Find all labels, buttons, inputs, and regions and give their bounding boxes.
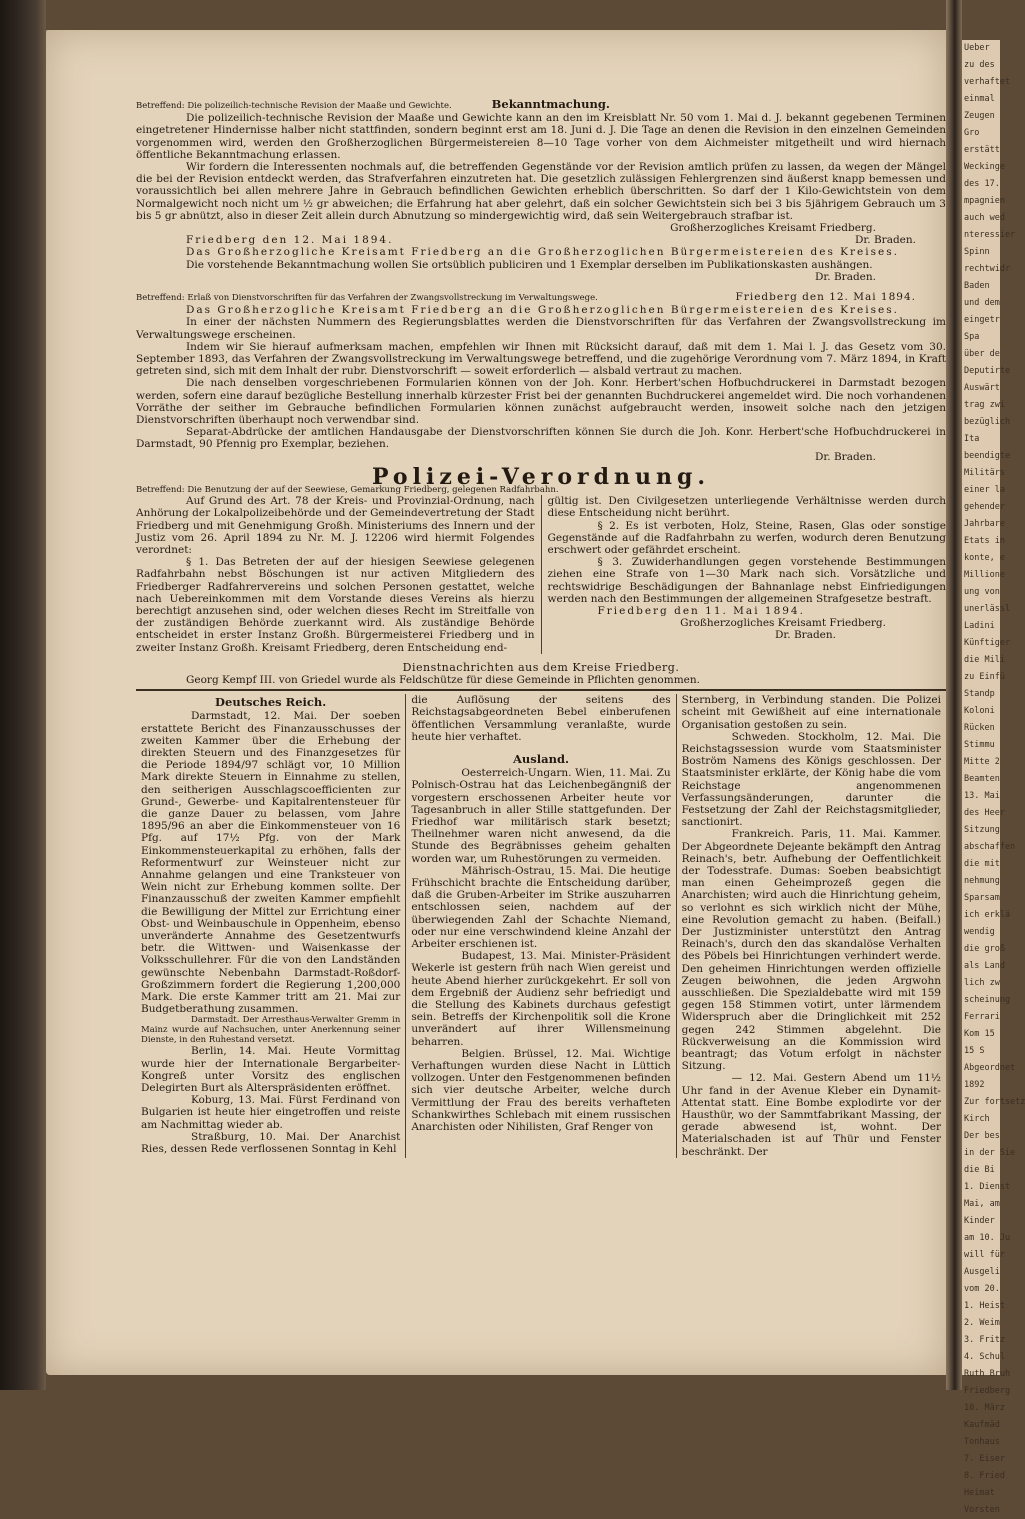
adjacent-page-text-fragment: über de <box>964 349 1000 359</box>
paragraph: Die polizeilich-technische Revision der Maaße und Gewichte kann an den im Kreisblatt Nr. 50 vom 1. Mai d. J. bekannt gegebenen Terminen eingetretener Hindernisse halber nicht stattfinden, sondern beginnt erst am 18. Juni d. J. Die Tage an denen die Revision in den einzelnen Gemeinden vorgenommen wird, werden den Großherzoglichen Bürgermeistereien 8—10 Tage vorher von dem Aichmeister mitgetheilt und wird hiernach öffentliche Bekanntmachung erlassen. <box>136 112 946 161</box>
adjacent-page-text-fragment: Ruth Bruh <box>964 1369 1011 1379</box>
adjacent-page-text-fragment: 7. Eiser <box>964 1454 1005 1464</box>
adjacent-page-text-fragment: will für <box>964 1250 1005 1260</box>
adjacent-page-text-fragment: Künftiger <box>964 638 1011 648</box>
adjacent-page-text-fragment: Der bes <box>964 1131 1000 1141</box>
news-item: Berlin, 14. Mai. Heute Vormittag wurde hier der Internationale Bergarbeiter-Kongreß unter Vorsitz des englischen Delegirten Burt als Alterspräsidenten eröffnet. <box>141 1045 401 1095</box>
paragraph: § 2. Es ist verboten, Holz, Steine, Rasen, Glas oder sonstige Gegenstände auf die Radfahrbahn zu werfen, wodurch deren Benutzung erschwert oder gefährdet erscheint. <box>547 519 946 556</box>
adjacent-page-text-fragment: Kaufmäd <box>964 1420 1000 1430</box>
dienst-text: Georg Kempf III. von Griedel wurde als Feldschütze für diese Gemeinde in Pflichten genommen. <box>186 673 700 686</box>
adjacent-page-text-fragment: 8. Fried <box>964 1471 1005 1481</box>
dienst-title: Dienstnachrichten aus dem Kreise Friedberg. <box>402 660 680 674</box>
adjacent-page-text-fragment: 15 S <box>964 1046 985 1056</box>
adjacent-page-text-fragment: am 10. Ju <box>964 1233 1011 1243</box>
adjacent-page-text-fragment: Kinder <box>964 1216 995 1226</box>
book-spine-left <box>0 0 46 1390</box>
adjacent-page-text-fragment: in der Sie <box>964 1148 1016 1158</box>
news-item: Koburg, 13. Mai. Fürst Ferdinand von Bulgarien ist heute hier eingetroffen und reiste am Nachmittag wieder ab. <box>141 1094 401 1131</box>
adjacent-page-text-fragment: nteressier <box>964 230 1016 240</box>
signature-office: Großherzogliches Kreisamt Friedberg. <box>670 222 876 235</box>
news-columns <box>136 694 946 1158</box>
adjacent-page-text-fragment: Ita <box>964 434 980 444</box>
polizei-title: Polizei-Verordnung. <box>371 463 711 490</box>
signature-name: Dr. Braden. <box>855 234 916 247</box>
polizei-right-column <box>542 495 947 654</box>
adjacent-page-text-fragment: 10. März <box>964 1403 1005 1413</box>
adjacent-page-text-fragment: ung von <box>964 587 1000 597</box>
news-item: Darmstadt, 12. Mai. Der soeben erstattete Bericht des Finanzausschusses der zweiten Kammer über die Erhebung der direkten Steuern und des Finanzgesetzes für die Periode 1894/97 schlägt vor, 10 Million Mark direkte Steuern in Einnahme zu stellen, den seitherigen Ausschlagscoefficienten zur Grund-, Gewerbe- und Kapitalrentensteuer für die ganze Dauer zu belassen, vom Jahre 1895/96 an aber die Einkommensteuer von 16 Pfg. auf 17½ Pfg. von der Mark Einkommensteuerkapital zu erhöhen, falls der Reformentwurf zur Weinsteuer nicht zur Annahme gelangen und eine Tranksteuer von Wein nicht zur Erhebung kommen sollte. Der Finanzausschuß der zweiten Kammer empfiehlt die Bewilligung der Mittel zur Errichtung einer Obst- und Weinbauschule in Oppenheim, ebenso unveränderte Annahme des Gesetzentwurfs betr. die Wittwen- und Waisenkasse der Volksschullehrer. Für die von den Landständen gewünschte Nebenbahn Darmstadt-Roßdorf-Großzimmern fordert die Regierung 1,200,000 Mark. Die erste Kammer tritt am 21. Mai zur Budgetberathung zusammen. <box>141 710 401 1016</box>
paragraph: Wir fordern die Interessenten nochmals auf, die betreffenden Gegenstände vor der Revision amtlich prüfen zu lassen, da wegen der Mängel die bei der Revision entdeckt werden, das Strafverfahren einzutreten hat. Die gesetzlich zulässigen Fehlergrenzen sind äußerst knapp bemessen und voraussichtlich bei allen mehrere Jahre in Gebrauch befindlichen Gewichten erheblich überschritten. So darf der 1 Kilo-Gewichtstein von dem Normalgewicht noch nicht um ½ gr abweichen; die Erfahrung hat aber gelehrt, daß ein solcher Gewichtstein sich bei 3 bis 5jährigem Gebrauch um 3 bis 5 gr abnützt, also in dieser Zeit allein durch Abnutzung so mindergewichtig wird, daß sein Weitergebrauch strafbar ist. <box>136 161 946 222</box>
adjacent-page-text-fragment: auch wed <box>964 213 1005 223</box>
news-item: die Auflösung der seitens des Reichstagsabgeordneten Bebel einberufenen öffentlichen Versammlung veranlaßte, wurde heute hier verhaftet. <box>411 694 671 743</box>
adjacent-page-text-fragment: die Bi <box>964 1165 995 1175</box>
news-column-1 <box>136 694 405 1158</box>
adjacent-page-text-fragment: Millione <box>964 570 1005 580</box>
adjacent-page-text-fragment: Rücken <box>964 723 995 733</box>
adjacent-page-text-fragment: Sparsam <box>964 893 1000 903</box>
adjacent-page-text-fragment: rechtwidr <box>964 264 1011 274</box>
paragraph: § 1. Das Betreten der auf der hiesigen Seewiese gelegenen Radfahrbahn nebst Böschungen ist nur activen Mitgliedern des Friedberger Radfahrervereins und solchen Personen gestattet, welche nach Uebereinkommen mit dem Vorstande dieses Vereins als hierzu berechtigt anzusehen sind, oder welchen dieses Recht im Streitfalle von der zuständigen Behörde zuerkannt wird. Als zuständige Behörde entscheidet in erster Instanz Großh. Bürgermeisterei Friedberg und in zweiter Instanz Großh. Kreisamt Friedberg, deren Entscheidung end- <box>136 556 535 654</box>
adjacent-page-text-fragment: Zur fortsetz <box>964 1097 1025 1107</box>
paragraph: Die vorstehende Bekanntmachung wollen Sie ortsüblich publiciren und 1 Exemplar derselben im Publikationskasten aushängen. <box>186 258 873 271</box>
polizei-section <box>136 463 946 654</box>
news-item-small: Darmstadt. Der Arresthaus-Verwalter Gremm in Mainz wurde auf Nachsuchen, unter Anerkennung seiner Dienste, in den Ruhestand versetzt. <box>141 1015 401 1046</box>
paragraph: Indem wir Sie hierauf aufmerksam machen, empfehlen wir Ihnen mit Rücksicht darauf, daß mit dem 1. Mai l. J. das Gesetz vom 30. September 1893, das Verfahren der Zwangsvollstreckung im Verwaltungswege betreffend, und die zugehörige Verordnung vom 7. März 1894, in Kraft getreten sind, sich mit dem Inhalt der rubr. Dienstvorschrift — soweit erforderlich — alsbald vertraut zu machen. <box>136 340 946 378</box>
adjacent-page-edge <box>962 40 1025 1515</box>
news-column-3 <box>676 694 946 1158</box>
adjacent-page-text-fragment: Baden <box>964 281 990 291</box>
adjacent-page-text-fragment: Ferrari <box>964 1012 1000 1022</box>
adjacent-page-text-fragment: Etats in <box>964 536 1005 546</box>
paragraph: gültig ist. Den Civilgesetzen unterliegende Verhältnisse werden durch diese Entscheidung nicht berührt. <box>547 495 946 520</box>
adjacent-page-text-fragment: Spa <box>964 332 980 342</box>
adjacent-page-text-fragment: mpagnien <box>964 196 1005 206</box>
adjacent-page-text-fragment: einer la <box>964 485 1005 495</box>
bekanntmachung-title: Bekanntmachung. <box>491 97 610 111</box>
paragraph: Die nach denselben vorgeschriebenen Formularien können von der Joh. Konr. Herbert'schen Hofbuchdruckerei in Darmstadt bezogen werden, sofern eine darauf bezügliche Bestellung innerhalb kürzester Frist bei der genannten Buchdruckerei angemeldet wird. Die noch vorhandenen Vorräthe der seither im Gebrauche befindlichen Formularien können zunächst aufgebraucht werden, insoweit solche nach den jetzigen Dienstvorschriften überhaupt noch verwendbar sind. <box>136 377 946 427</box>
adjacent-page-text-fragment: trag zwi <box>964 400 1005 410</box>
news-item: Budapest, 13. Mai. Minister-Präsident Wekerle ist gestern früh nach Wien gereist und heute Abend hierher zurückgekehrt. Er soll von dem Ergebniß der Audienz sehr befriedigt und die Stellung des Kabinets durchaus gefestigt sein. Betreffs der Kirchenpolitik soll die Krone unverändert auf ihrer Willensmeinung beharren. <box>411 950 671 1048</box>
bekanntmachung-header <box>136 98 946 112</box>
adjacent-page-text-fragment: Standp <box>964 689 995 699</box>
news-item: Straßburg, 10. Mai. Der Anarchist Ries, dessen Rede verflossenen Sonntag in Kehl <box>141 1130 401 1156</box>
adjacent-page-text-fragment: Friedberg <box>964 1386 1011 1396</box>
adjacent-page-text-fragment: Militärs <box>964 468 1005 478</box>
polizei-columns <box>136 495 946 654</box>
signature-name: Dr. Braden. <box>815 270 876 283</box>
date-line: Friedberg den 11. Mai 1894. <box>597 604 805 617</box>
adjacent-page-text-fragment: gehender <box>964 502 1005 512</box>
adjacent-page-text-fragment: Abgeordnet <box>964 1063 1016 1073</box>
adjacent-page-text-fragment: 3. Fritz <box>964 1335 1005 1345</box>
betreff-label: Betreffend: Erlaß von Dienstvorschriften für das Verfahren der Zwangsvollstreckung im Verwaltungswege. <box>136 293 598 304</box>
paragraph: § 3. Zuwiderhandlungen gegen vorstehende Bestimmungen ziehen eine Strafe von 1—30 Mark nach sich. Vorsätzliche und rechtswidrige Beschädigungen der Bahnanlage nebst Einfriedigungen werden nach den Bestimmungen der allgemeinen Strafgesetze bestraft. <box>547 556 946 605</box>
adjacent-page-text-fragment: erstätt <box>964 145 1000 155</box>
adjacent-page-text-fragment: Stimmu <box>964 740 995 750</box>
adjacent-page-text-fragment: 2. Weim <box>964 1318 1000 1328</box>
adjacent-page-text-fragment: Auswärt <box>964 383 1000 393</box>
adjacent-page-text-fragment: ich erklä <box>964 910 1011 920</box>
adjacent-page-text-fragment: beendigte <box>964 451 1011 461</box>
erlass-header <box>136 291 946 304</box>
adjacent-page-text-fragment: und dem <box>964 298 1000 308</box>
news-item: — 12. Mai. Gestern Abend um 11½ Uhr fand in der Avenue Kleber ein Dynamit-Attentat statt. Eine Bombe explodirte vor der Hausthür, wo der Sammtfabrikant Massing, der gerade abwesend ist, wohnt. Der Materialschaden ist auf Thür und Fenster beschränkt. Der <box>681 1072 941 1158</box>
section-heading: Ausland. <box>513 751 569 766</box>
adjacent-page-text-fragment: lich zw <box>964 978 1000 988</box>
adjacent-page-text-fragment: 13. Mai <box>964 791 1000 801</box>
adjacent-page-text-fragment: 1. Dienst <box>964 1182 1011 1192</box>
adjacent-page-text-fragment: die Mili <box>964 655 1005 665</box>
adjacent-page-text-fragment: Heimat <box>964 1488 995 1498</box>
adjacent-page-text-fragment: die groß <box>964 944 1005 954</box>
adjacent-page-text-fragment: unerlässl <box>964 604 1011 614</box>
signature-name: Dr. Braden. <box>775 629 836 642</box>
adjacent-page-text-fragment: wendig <box>964 927 995 937</box>
adjacent-page-text-fragment: Ausgeli <box>964 1267 1000 1277</box>
adjacent-page-text-fragment: 1. Heist <box>964 1301 1005 1311</box>
adjacent-page-text-fragment: einmal <box>964 94 995 104</box>
adjacent-page-text-fragment: scheinung <box>964 995 1011 1005</box>
address-line: Das Großherzogliche Kreisamt Friedberg an die Großherzoglichen Bürgermeistereien des Kreises. <box>186 246 899 259</box>
adjacent-page-text-fragment: Gro <box>964 128 980 138</box>
section-divider <box>136 689 946 691</box>
bekanntmachung-section <box>136 98 946 283</box>
news-item: Belgien. Brüssel, 12. Mai. Wichtige Verhaftungen wurden diese Nacht in Lüttich vollzogen. Unter den Festgenommenen befinden sich vier deutsche Arbeiter, welche durch Vermittlung der Frau des bereits verhafteten Schankwirthes Schlebach mit einem russischen Anarchisten oder Nihilisten, Graf Renger von <box>411 1047 671 1134</box>
news-item: Mährisch-Ostrau, 15. Mai. Die heutige Frühschicht brachte die Entscheidung darüber, daß die Gruben-Arbeiter im Strike auszuharren entschlossen seien, nachdem auf der überwiegenden Zahl der Schachte Niemand, oder nur eine verschwindend kleine Anzahl der Arbeiter erschienen ist. <box>411 864 671 950</box>
address-line: Das Großherzogliche Kreisamt Friedberg an die Großherzoglichen Bürgermeistereien des Kreises. <box>186 304 899 317</box>
adjacent-page-text-fragment: nehmung <box>964 876 1000 886</box>
adjacent-page-text-fragment: Weckinge <box>964 162 1005 172</box>
adjacent-page-text-fragment: des Heer <box>964 808 1005 818</box>
news-item: Oesterreich-Ungarn. Wien, 11. Mai. Zu Polnisch-Ostrau hat das Leichenbegängniß der vorgestern erschossenen Arbeiter heute vor Tagesanbruch in aller Stille stattgefunden. Der Friedhof war militärisch stark besetzt; Theilnehmer waren nicht anwesend, da die Stunde des Begräbnisses geheim gehalten worden war, um Ruhestörungen zu vermeiden. <box>411 767 671 865</box>
betreff-label: Betreffend: Die Benutzung der auf der Seewiese, Gemarkung Friedberg, gelegenen Radfahrbahn. <box>136 485 559 496</box>
adjacent-page-text-fragment: Kom 15 <box>964 1029 995 1039</box>
adjacent-page-text-fragment: Vorsten <box>964 1505 1000 1515</box>
betreff-label: Betreffend: Die polizeilich-technische Revision der Maaße und Gewichte. <box>136 101 452 111</box>
news-column-2 <box>405 694 675 1158</box>
adjacent-page-text-fragment: bezüglich <box>964 417 1011 427</box>
adjacent-page-text-fragment: Beamten <box>964 774 1000 784</box>
paragraph: Auf Grund des Art. 78 der Kreis- und Provinzial-Ordnung, nach Anhörung der Lokalpolizeibehörde und der Gemeindevertretung der Stadt Friedberg und mit Genehmigung Großh. Ministeriums des Innern und der Justiz vom 26. April 1894 zu Nr. M. J. 12206 wird hiermit Folgendes verordnet: <box>136 495 535 556</box>
news-item: Frankreich. Paris, 11. Mai. Kammer. Der Abgeordnete Dejeante bekämpft den Antrag Reinach's, betr. Aufhebung der Oeffentlichkeit der Todesstrafe. Dumas: Soeben beabsichtigt man einen Geheimprozeß gegen die Anarchisten; wird auch die Hinrichtung geheim, so verlohnt es sich wirklich nicht der Mühe, eine Revolution gemacht zu haben. (Beifall.) Der Justizminister unterstützt den Antrag Reinach's, durch den das skandalöse Verhalten des Pöbels bei Hinrichtungen verhindert werde. Den geheimen Hinrichtungen werden offizielle Zeugen beiwohnen, die jeden Argwohn ausschließen. Die Spezialdebatte wird mit 159 gegen 158 Stimmen votirt, unter lärmendem Widerspruch aber die Dringlichkeit mit 252 gegen 242 Stimmen abgelehnt. Die Rückverweisung an die Kommission wird beantragt; das Votum erfolgt in nächster Sitzung. <box>681 828 941 1073</box>
adjacent-page-text-fragment: Tonhaus <box>964 1437 1000 1447</box>
adjacent-page-text-fragment: konte, e <box>964 553 1005 563</box>
adjacent-page-text-fragment: Jahrbare <box>964 519 1005 529</box>
news-item: Sternberg, in Verbindung standen. Die Polizei scheint mit Gewißheit auf eine internationale Organisation gestoßen zu sein. <box>681 694 941 731</box>
book-gutter <box>946 0 962 1390</box>
adjacent-page-text-fragment: des 17. <box>964 179 1000 189</box>
paragraph: Separat-Abdrücke der amtlichen Handausgabe der Dienstvorschriften können Sie durch die Joh. Konr. Herbert'sche Hofbuchdruckerei in Darmstadt, 90 Pfennig pro Exemplar, beziehen. <box>136 426 946 451</box>
adjacent-page-text-fragment: vom 20. <box>964 1284 1000 1294</box>
adjacent-page-text-fragment: 1892 <box>964 1080 985 1090</box>
date-line: Friedberg den 12. Mai 1894. <box>735 291 916 304</box>
erlass-section <box>136 291 946 463</box>
adjacent-page-text-fragment: Zeugen <box>964 111 995 121</box>
adjacent-page-text-fragment: 4. Schul <box>964 1352 1005 1362</box>
signature-office: Großherzogliches Kreisamt Friedberg. <box>680 617 886 630</box>
adjacent-page-text-fragment: Deputirte <box>964 366 1011 376</box>
adjacent-page-text-fragment: Ladini <box>964 621 995 631</box>
adjacent-page-text-fragment: Mai, am <box>964 1199 1000 1209</box>
adjacent-page-text-fragment: Sitzung <box>964 825 1000 835</box>
adjacent-page-text-fragment: die mit <box>964 859 1000 869</box>
adjacent-page-text-fragment: zu Einfü <box>964 672 1005 682</box>
adjacent-page-text-fragment: zu des <box>964 60 995 70</box>
paragraph: In einer der nächsten Nummern des Regierungsblattes werden die Dienstvorschriften für das Verfahren der Zwangsvollstreckung im Verwaltungswege erscheinen. <box>136 316 946 341</box>
date-signature-row <box>136 234 946 246</box>
adjacent-page-text-fragment: Mitte 2 <box>964 757 1000 767</box>
signature-name: Dr. Braden. <box>815 450 876 463</box>
adjacent-page-text-fragment: eingetr <box>964 315 1000 325</box>
section-heading: Deutsches Reich. <box>215 695 327 710</box>
adjacent-page-text-fragment: als Land <box>964 961 1005 971</box>
date-line: Friedberg den 12. Mai 1894. <box>186 234 394 247</box>
adjacent-page-text-fragment: abschaffen <box>964 842 1016 852</box>
polizei-left-column <box>136 495 542 654</box>
adjacent-page-text-fragment: Koloni <box>964 706 995 716</box>
adjacent-page-text-fragment: verhaftet <box>964 77 1011 87</box>
adjacent-page-text-fragment: Ueber <box>964 43 990 53</box>
news-item: Schweden. Stockholm, 12. Mai. Die Reichstagssession wurde vom Staatsminister Boström Namens des Königs geschlossen. Der Staatsminister erklärte, der König habe die vom Reichstage angenommenen Verfassungsänderungen, darunter die Festsetzung der Zahl der Reichstagsmitglieder, sanctionirt. <box>681 730 941 829</box>
adjacent-page-text-fragment: Kirch <box>964 1114 990 1124</box>
adjacent-page-text-fragment: Spinn <box>964 247 990 257</box>
page-content <box>136 98 946 1158</box>
